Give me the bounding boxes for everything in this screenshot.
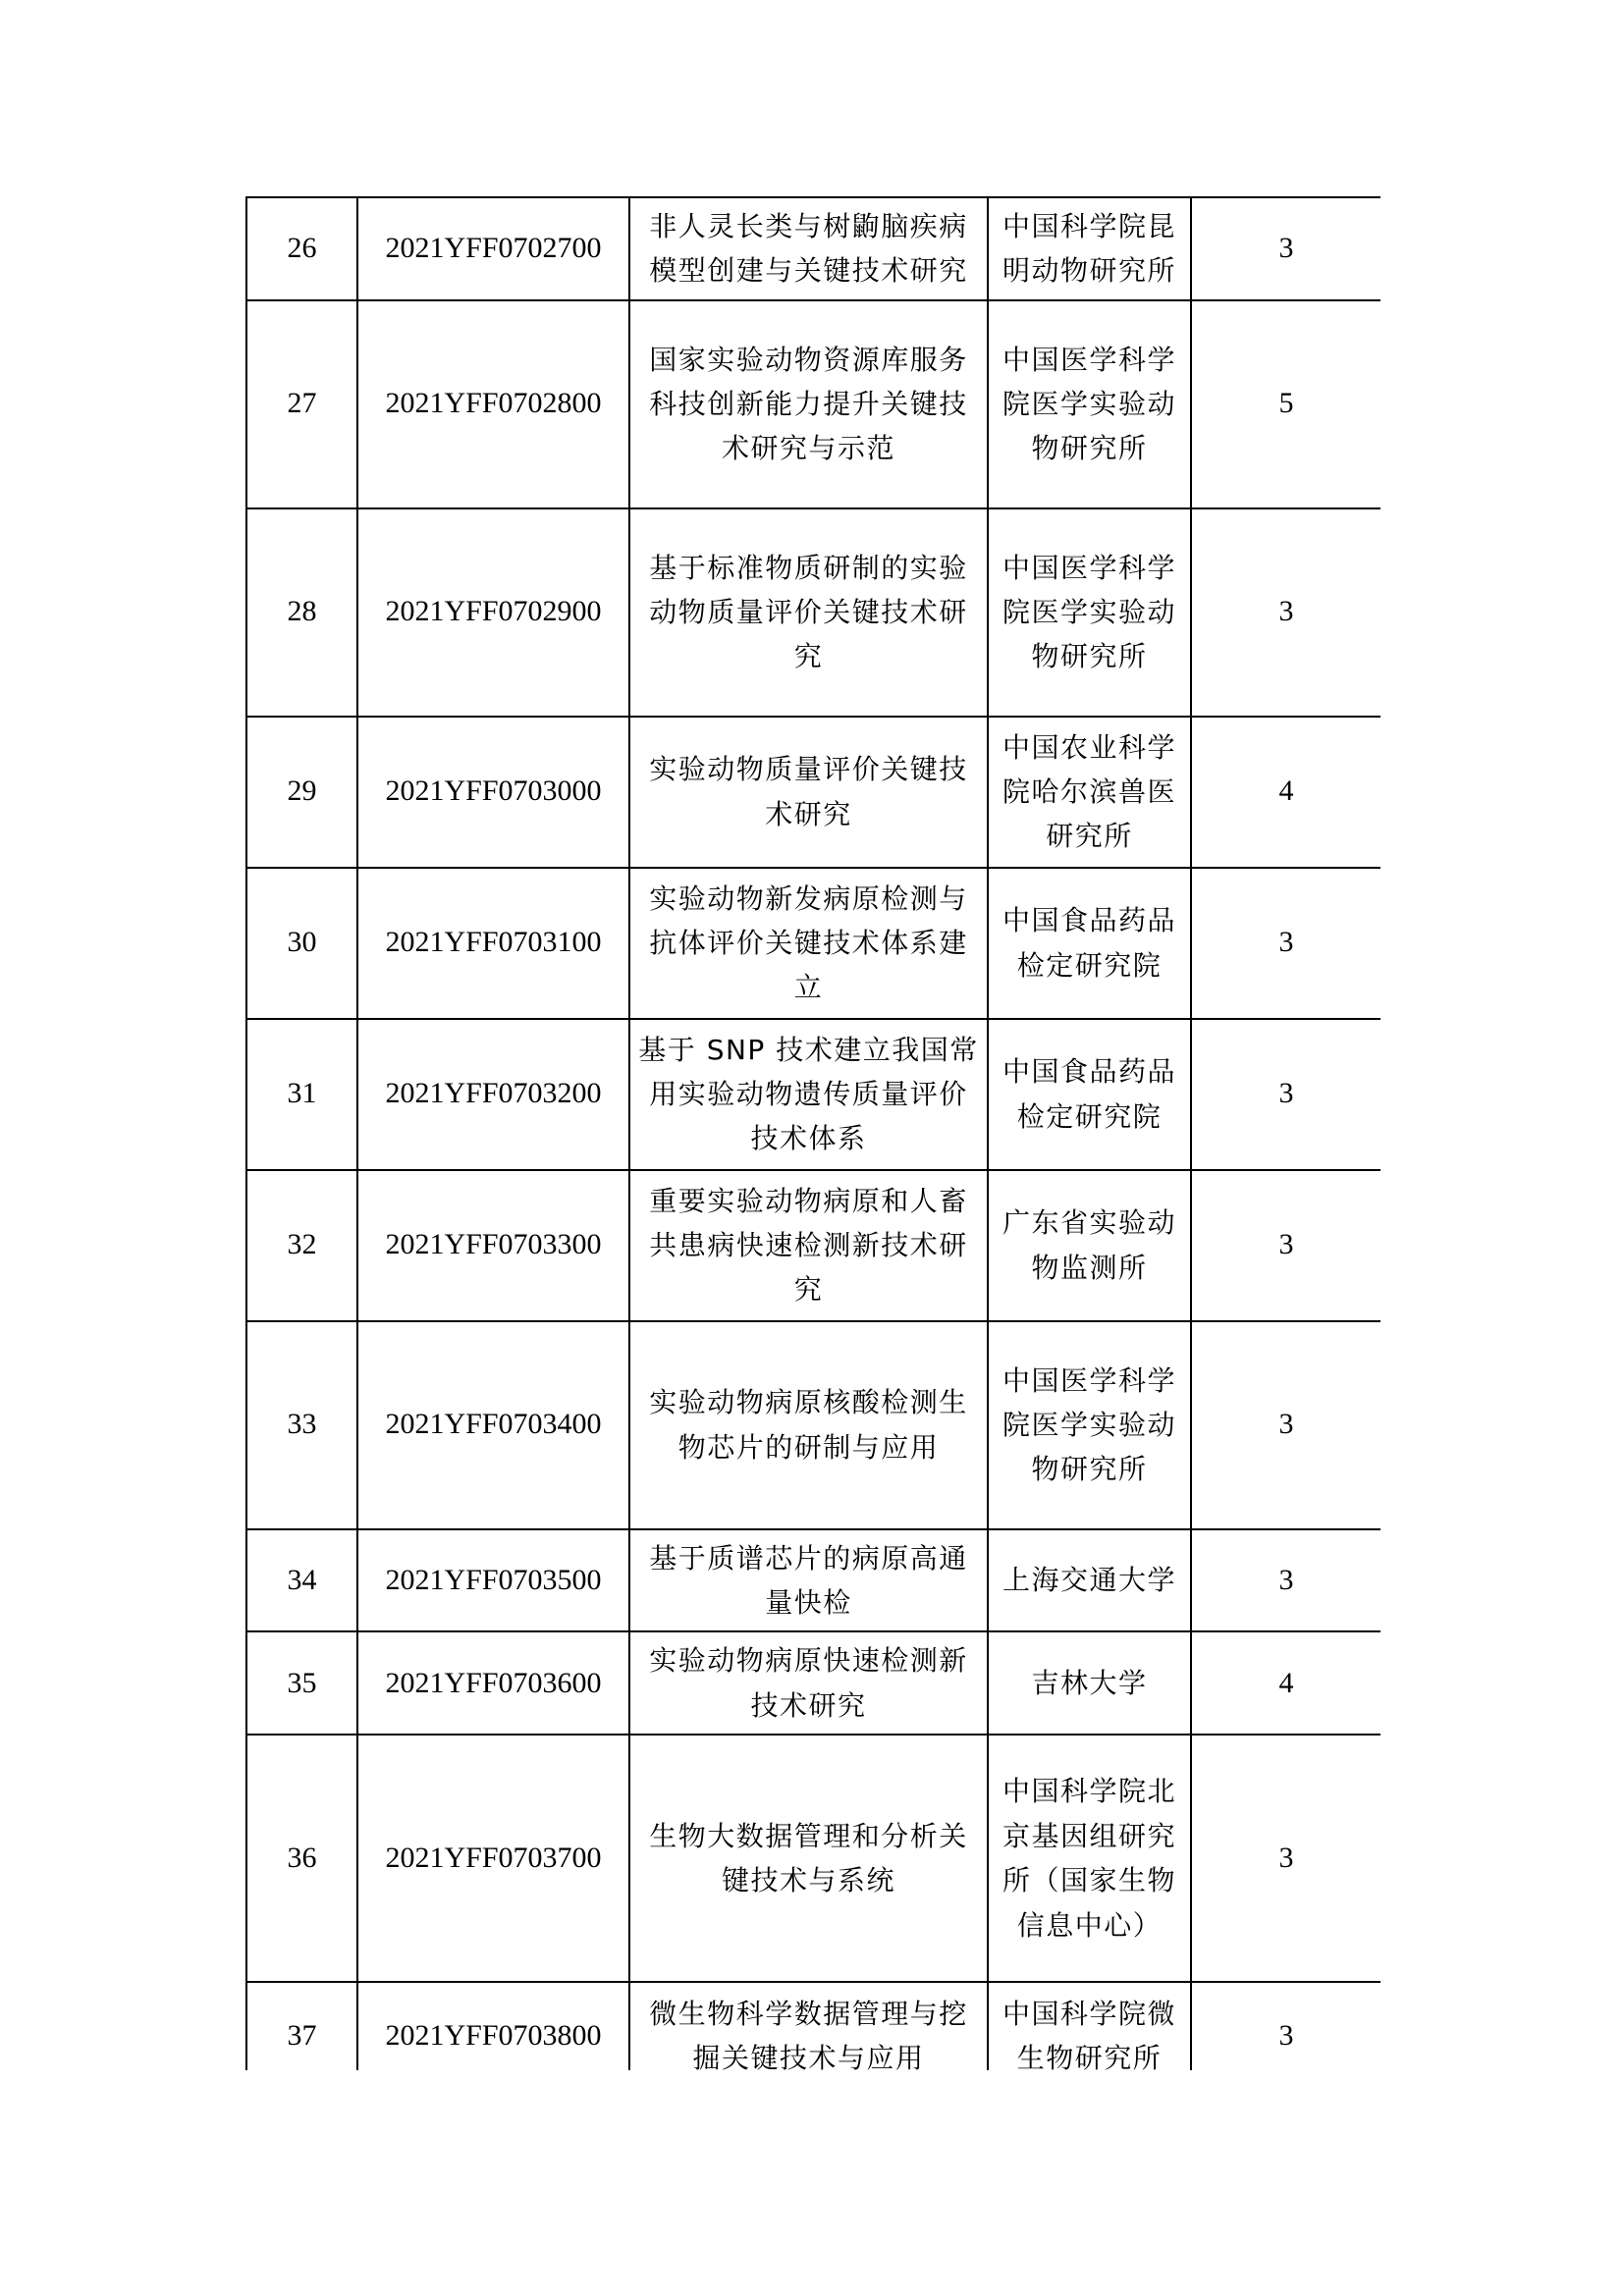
project-organization: 中国农业科学院哈尔滨兽医研究所 (988, 717, 1191, 868)
project-count: 4 (1191, 1631, 1380, 1735)
project-code: 2021YFF0703600 (357, 1631, 629, 1735)
project-organization: 中国科学院微生物研究所 (988, 1982, 1191, 2070)
project-code: 2021YFF0703100 (357, 868, 629, 1019)
row-index: 29 (246, 717, 357, 868)
project-organization: 中国科学院昆明动物研究所 (988, 197, 1191, 300)
project-count: 3 (1191, 1529, 1380, 1632)
project-count: 3 (1191, 1321, 1380, 1529)
table-row (246, 1170, 1380, 1321)
table-row (246, 1631, 1380, 1735)
project-code: 2021YFF0703200 (357, 1019, 629, 1170)
project-organization: 吉林大学 (988, 1631, 1191, 1735)
row-index: 32 (246, 1170, 357, 1321)
project-title: 微生物科学数据管理与挖掘关键技术与应用 (629, 1982, 988, 2070)
project-code: 2021YFF0702900 (357, 508, 629, 717)
table-clip-region (245, 196, 1380, 2070)
row-index: 34 (246, 1529, 357, 1632)
project-code: 2021YFF0702800 (357, 300, 629, 508)
table-row (246, 1982, 1380, 2070)
project-code: 2021YFF0702700 (357, 197, 629, 300)
table-row (246, 508, 1380, 717)
project-code: 2021YFF0703500 (357, 1529, 629, 1632)
project-code: 2021YFF0703800 (357, 1982, 629, 2070)
table-row (246, 868, 1380, 1019)
project-title: 非人灵长类与树鼩脑疾病模型创建与关键技术研究 (629, 197, 988, 300)
row-index: 37 (246, 1982, 357, 2070)
row-index: 33 (246, 1321, 357, 1529)
project-title: 实验动物病原快速检测新技术研究 (629, 1631, 988, 1735)
row-index: 28 (246, 508, 357, 717)
project-title: 基于 SNP 技术建立我国常用实验动物遗传质量评价技术体系 (629, 1019, 988, 1170)
project-code: 2021YFF0703400 (357, 1321, 629, 1529)
row-index: 26 (246, 197, 357, 300)
project-title: 实验动物质量评价关键技术研究 (629, 717, 988, 868)
table-row (246, 1321, 1380, 1529)
table-row (246, 197, 1380, 300)
project-code: 2021YFF0703700 (357, 1735, 629, 1982)
project-count: 3 (1191, 1170, 1380, 1321)
row-index: 30 (246, 868, 357, 1019)
table-row (246, 300, 1380, 508)
project-title: 基于质谱芯片的病原高通量快检 (629, 1529, 988, 1632)
row-index: 36 (246, 1735, 357, 1982)
table-row (246, 1019, 1380, 1170)
project-count: 3 (1191, 1982, 1380, 2070)
table-row (246, 1735, 1380, 1982)
project-organization: 中国食品药品检定研究院 (988, 1019, 1191, 1170)
project-organization: 中国医学科学院医学实验动物研究所 (988, 508, 1191, 717)
row-index: 31 (246, 1019, 357, 1170)
project-count: 3 (1191, 1019, 1380, 1170)
project-count: 4 (1191, 717, 1380, 868)
project-organization: 中国科学院北京基因组研究所（国家生物信息中心） (988, 1735, 1191, 1982)
table-row (246, 717, 1380, 868)
project-title: 实验动物新发病原检测与抗体评价关键技术体系建立 (629, 868, 988, 1019)
project-title: 重要实验动物病原和人畜共患病快速检测新技术研究 (629, 1170, 988, 1321)
project-code: 2021YFF0703300 (357, 1170, 629, 1321)
project-count: 5 (1191, 300, 1380, 508)
project-count: 3 (1191, 868, 1380, 1019)
row-index: 27 (246, 300, 357, 508)
table-row (246, 1529, 1380, 1632)
project-organization: 中国医学科学院医学实验动物研究所 (988, 1321, 1191, 1529)
row-index: 35 (246, 1631, 357, 1735)
project-count: 3 (1191, 197, 1380, 300)
project-organization: 中国食品药品检定研究院 (988, 868, 1191, 1019)
project-count: 3 (1191, 1735, 1380, 1982)
project-organization: 上海交通大学 (988, 1529, 1191, 1632)
project-title: 基于标准物质研制的实验动物质量评价关键技术研究 (629, 508, 988, 717)
project-code: 2021YFF0703000 (357, 717, 629, 868)
project-list-table (245, 196, 1380, 2070)
project-organization: 中国医学科学院医学实验动物研究所 (988, 300, 1191, 508)
table-body (246, 197, 1380, 2070)
project-organization: 广东省实验动物监测所 (988, 1170, 1191, 1321)
project-title: 生物大数据管理和分析关键技术与系统 (629, 1735, 988, 1982)
project-count: 3 (1191, 508, 1380, 717)
project-title: 实验动物病原核酸检测生物芯片的研制与应用 (629, 1321, 988, 1529)
project-title: 国家实验动物资源库服务科技创新能力提升关键技术研究与示范 (629, 300, 988, 508)
